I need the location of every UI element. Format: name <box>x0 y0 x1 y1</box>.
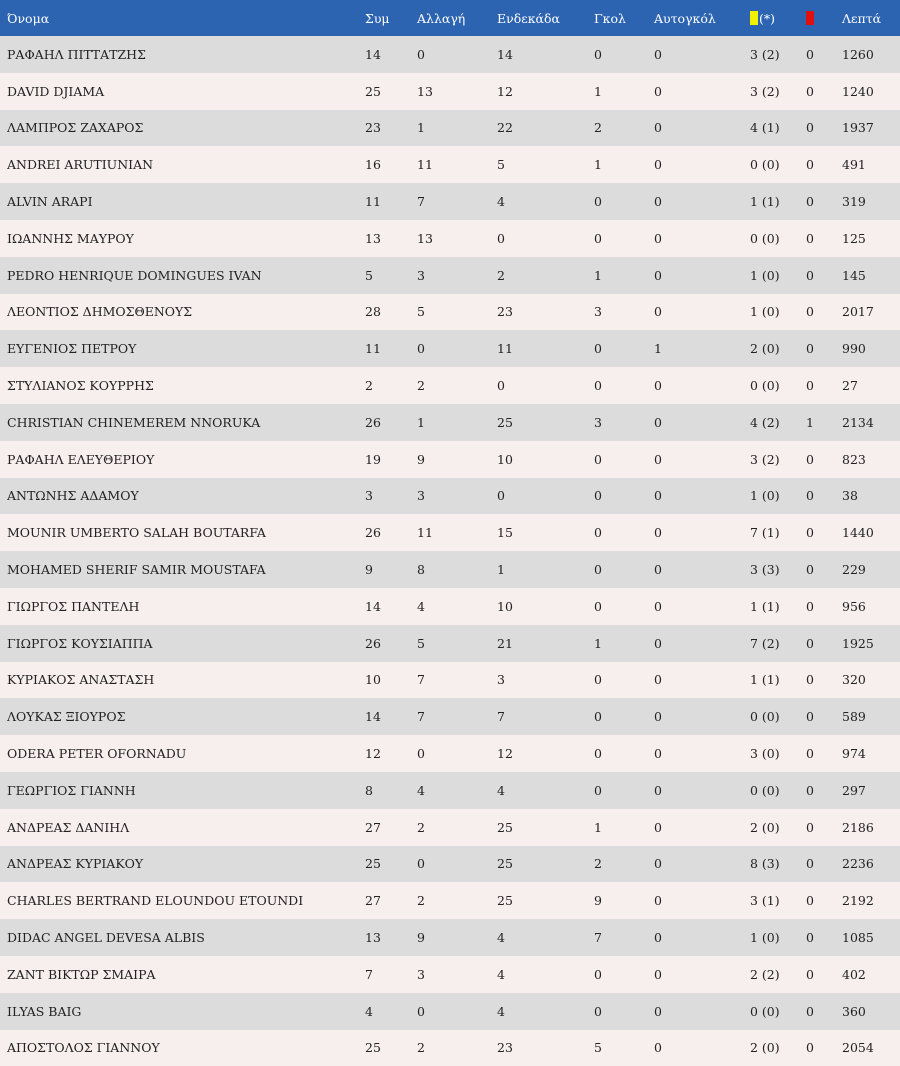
appearances: 14 <box>365 709 381 725</box>
minutes-played: 2236 <box>842 856 874 872</box>
yellow-cards: 2 (0) <box>750 819 780 835</box>
goals: 0 <box>594 598 602 614</box>
appearances: 11 <box>365 194 381 210</box>
goals: 2 <box>594 120 602 136</box>
goals: 0 <box>594 782 602 798</box>
red-cards: 0 <box>806 378 814 394</box>
table-row <box>0 441 900 478</box>
own-goals: 0 <box>654 1040 662 1056</box>
table-row <box>0 220 900 257</box>
appearances: 5 <box>365 267 373 283</box>
red-cards: 0 <box>806 341 814 357</box>
own-goals: 0 <box>654 819 662 835</box>
yellow-cards: 8 (3) <box>750 856 780 872</box>
goals: 0 <box>594 525 602 541</box>
player-name[interactable]: ΣΤΥΛΙΑΝΟΣ ΚΟΥΡΡΗΣ <box>7 378 154 394</box>
player-name[interactable]: ΑΝΤΩΝΗΣ ΑΔΑΜΟΥ <box>7 488 139 504</box>
table-row <box>0 478 900 515</box>
table-row <box>0 772 900 809</box>
starting-appearances: 22 <box>497 120 513 136</box>
substitute-appearances: 0 <box>417 856 425 872</box>
starting-appearances: 15 <box>497 525 513 541</box>
starting-appearances: 25 <box>497 893 513 909</box>
minutes-played: 27 <box>842 378 858 394</box>
own-goals: 0 <box>654 746 662 762</box>
yellow-cards: 3 (1) <box>750 893 780 909</box>
substitute-appearances: 7 <box>417 194 425 210</box>
appearances: 25 <box>365 856 381 872</box>
substitute-appearances: 0 <box>417 1003 425 1019</box>
table-row <box>0 919 900 956</box>
substitute-appearances: 5 <box>417 635 425 651</box>
minutes-played: 1260 <box>842 46 874 62</box>
goals: 3 <box>594 304 602 320</box>
table-row <box>0 1030 900 1066</box>
minutes-played: 2054 <box>842 1040 874 1056</box>
yellow-cards-label: (*) <box>759 10 776 26</box>
minutes-played: 491 <box>842 157 866 173</box>
yellow-cards: 4 (1) <box>750 120 780 136</box>
own-goals: 1 <box>654 341 662 357</box>
table-row <box>0 625 900 662</box>
table-row <box>0 404 900 441</box>
starting-appearances: 3 <box>497 672 505 688</box>
player-name[interactable]: ΓΙΩΡΓΟΣ ΚΟΥΣΙΑΠΠΑ <box>7 635 153 651</box>
starting-appearances: 25 <box>497 414 513 430</box>
substitute-appearances: 0 <box>417 746 425 762</box>
own-goals: 0 <box>654 414 662 430</box>
col-header-name[interactable]: Όνομα <box>7 10 50 26</box>
yellow-cards: 0 (0) <box>750 709 780 725</box>
minutes-played: 402 <box>842 966 866 982</box>
appearances: 13 <box>365 930 381 946</box>
table-row <box>0 514 900 551</box>
red-cards: 0 <box>806 672 814 688</box>
substitute-appearances: 0 <box>417 46 425 62</box>
table-row <box>0 882 900 919</box>
substitute-appearances: 0 <box>417 341 425 357</box>
table-row <box>0 183 900 220</box>
yellow-cards: 1 (1) <box>750 598 780 614</box>
substitute-appearances: 11 <box>417 525 433 541</box>
goals: 1 <box>594 157 602 173</box>
yellow-cards: 7 (2) <box>750 635 780 651</box>
col-header-own-goals[interactable]: Αυτογκόλ <box>654 10 716 26</box>
minutes-played: 145 <box>842 267 866 283</box>
appearances: 26 <box>365 525 381 541</box>
goals: 1 <box>594 267 602 283</box>
player-name[interactable]: CHRISTIAN CHINEMEREM NNORUKA <box>7 414 261 430</box>
appearances: 3 <box>365 488 373 504</box>
goals: 5 <box>594 1040 602 1056</box>
goals: 0 <box>594 341 602 357</box>
own-goals: 0 <box>654 930 662 946</box>
goals: 1 <box>594 819 602 835</box>
col-header-yellow-cards[interactable] <box>750 0 806 36</box>
appearances: 9 <box>365 562 373 578</box>
appearances: 14 <box>365 46 381 62</box>
starting-appearances: 0 <box>497 378 505 394</box>
appearances: 7 <box>365 966 373 982</box>
starting-appearances: 4 <box>497 930 505 946</box>
yellow-cards: 2 (0) <box>750 341 780 357</box>
starting-appearances: 12 <box>497 83 513 99</box>
starting-appearances: 2 <box>497 267 505 283</box>
own-goals: 0 <box>654 966 662 982</box>
goals: 0 <box>594 966 602 982</box>
own-goals: 0 <box>654 709 662 725</box>
yellow-cards: 0 (0) <box>750 1003 780 1019</box>
player-name[interactable]: MOUNIR UMBERTO SALAH BOUTARFA <box>7 525 266 541</box>
goals: 0 <box>594 1003 602 1019</box>
goals: 0 <box>594 194 602 210</box>
red-card-icon <box>806 11 814 25</box>
red-cards: 0 <box>806 746 814 762</box>
table-row <box>0 735 900 772</box>
own-goals: 0 <box>654 672 662 688</box>
red-cards: 0 <box>806 709 814 725</box>
minutes-played: 297 <box>842 782 866 798</box>
minutes-played: 125 <box>842 230 866 246</box>
player-name[interactable]: ΕΥΓΕΝΙΟΣ ΠΕΤΡΟΥ <box>7 341 137 357</box>
own-goals: 0 <box>654 1003 662 1019</box>
minutes-played: 823 <box>842 451 866 467</box>
minutes-played: 38 <box>842 488 858 504</box>
appearances: 27 <box>365 819 381 835</box>
goals: 0 <box>594 378 602 394</box>
player-name[interactable]: ΑΠΟΣΤΟΛΟΣ ΓΙΑΝΝΟΥ <box>7 1040 160 1056</box>
starting-appearances: 23 <box>497 1040 513 1056</box>
col-header-red-cards[interactable] <box>806 0 842 36</box>
col-header-minutes[interactable]: Λεπτά <box>842 10 882 26</box>
red-cards: 0 <box>806 893 814 909</box>
red-cards: 0 <box>806 83 814 99</box>
table-row <box>0 588 900 625</box>
goals: 7 <box>594 930 602 946</box>
own-goals: 0 <box>654 120 662 136</box>
starting-appearances: 11 <box>497 341 513 357</box>
starting-appearances: 25 <box>497 819 513 835</box>
own-goals: 0 <box>654 46 662 62</box>
red-cards: 0 <box>806 230 814 246</box>
yellow-cards: 2 (0) <box>750 1040 780 1056</box>
player-name[interactable]: DIDAC ANGEL DEVESA ALBIS <box>7 930 205 946</box>
minutes-played: 1085 <box>842 930 874 946</box>
goals: 1 <box>594 635 602 651</box>
table-row <box>0 257 900 294</box>
col-header-goals[interactable]: Γκολ <box>594 10 626 26</box>
substitute-appearances: 9 <box>417 930 425 946</box>
appearances: 26 <box>365 635 381 651</box>
substitute-appearances: 13 <box>417 83 433 99</box>
yellow-cards: 3 (2) <box>750 451 780 467</box>
appearances: 4 <box>365 1003 373 1019</box>
substitute-appearances: 11 <box>417 157 433 173</box>
substitute-appearances: 3 <box>417 488 425 504</box>
minutes-played: 360 <box>842 1003 866 1019</box>
minutes-played: 956 <box>842 598 866 614</box>
red-cards: 0 <box>806 562 814 578</box>
yellow-cards: 1 (0) <box>750 304 780 320</box>
yellow-cards: 7 (1) <box>750 525 780 541</box>
appearances: 26 <box>365 414 381 430</box>
own-goals: 0 <box>654 856 662 872</box>
substitute-appearances: 4 <box>417 598 425 614</box>
yellow-cards: 0 (0) <box>750 782 780 798</box>
table-row <box>0 110 900 147</box>
yellow-cards: 2 (2) <box>750 966 780 982</box>
starting-appearances: 14 <box>497 46 513 62</box>
minutes-played: 2134 <box>842 414 874 430</box>
player-name[interactable]: ΛΑΜΠΡΟΣ ΖΑΧΑΡΟΣ <box>7 120 144 136</box>
goals: 0 <box>594 746 602 762</box>
col-header-subs[interactable]: Αλλαγή <box>417 10 466 26</box>
table-row <box>0 846 900 883</box>
substitute-appearances: 2 <box>417 819 425 835</box>
substitute-appearances: 1 <box>417 120 425 136</box>
own-goals: 0 <box>654 267 662 283</box>
own-goals: 0 <box>654 525 662 541</box>
starting-appearances: 21 <box>497 635 513 651</box>
own-goals: 0 <box>654 782 662 798</box>
starting-appearances: 0 <box>497 488 505 504</box>
goals: 0 <box>594 672 602 688</box>
header-row <box>0 0 900 36</box>
goals: 0 <box>594 230 602 246</box>
starting-appearances: 12 <box>497 746 513 762</box>
starting-appearances: 4 <box>497 966 505 982</box>
minutes-played: 319 <box>842 194 866 210</box>
table-row <box>0 73 900 110</box>
red-cards: 1 <box>806 414 814 430</box>
substitute-appearances: 5 <box>417 304 425 320</box>
table-row <box>0 330 900 367</box>
starting-appearances: 25 <box>497 856 513 872</box>
substitute-appearances: 13 <box>417 230 433 246</box>
minutes-played: 2192 <box>842 893 874 909</box>
table-row <box>0 367 900 404</box>
starting-appearances: 23 <box>497 304 513 320</box>
substitute-appearances: 2 <box>417 378 425 394</box>
own-goals: 0 <box>654 562 662 578</box>
yellow-cards: 0 (0) <box>750 230 780 246</box>
player-name[interactable]: ΑΝΔΡΕΑΣ ΚΥΡΙΑΚΟΥ <box>7 856 144 872</box>
red-cards: 0 <box>806 267 814 283</box>
substitute-appearances: 3 <box>417 267 425 283</box>
red-cards: 0 <box>806 120 814 136</box>
own-goals: 0 <box>654 83 662 99</box>
player-name[interactable]: ΑΝΔΡΕΑΣ ΔΑΝΙΗΛ <box>7 819 130 835</box>
yellow-cards: 4 (2) <box>750 414 780 430</box>
own-goals: 0 <box>654 893 662 909</box>
player-name[interactable]: ΓΕΩΡΓΙΟΣ ΓΙΑΝΝΗ <box>7 782 136 798</box>
red-cards: 0 <box>806 304 814 320</box>
own-goals: 0 <box>654 157 662 173</box>
yellow-cards: 3 (2) <box>750 46 780 62</box>
appearances: 25 <box>365 1040 381 1056</box>
yellow-cards: 0 (0) <box>750 378 780 394</box>
starting-appearances: 5 <box>497 157 505 173</box>
col-header-apps[interactable]: Συμ <box>365 10 390 26</box>
minutes-played: 2017 <box>842 304 874 320</box>
own-goals: 0 <box>654 194 662 210</box>
table-row <box>0 662 900 699</box>
red-cards: 0 <box>806 157 814 173</box>
own-goals: 0 <box>654 598 662 614</box>
table-row <box>0 146 900 183</box>
player-name[interactable]: ODERA PETER OFORNADU <box>7 746 187 762</box>
goals: 3 <box>594 414 602 430</box>
substitute-appearances: 9 <box>417 451 425 467</box>
table-header <box>0 0 900 36</box>
substitute-appearances: 2 <box>417 1040 425 1056</box>
red-cards: 0 <box>806 1003 814 1019</box>
own-goals: 0 <box>654 488 662 504</box>
table-row <box>0 698 900 735</box>
minutes-played: 990 <box>842 341 866 357</box>
appearances: 27 <box>365 893 381 909</box>
goals: 2 <box>594 856 602 872</box>
player-name[interactable]: ΖΑΝΤ ΒΙΚΤΩΡ ΣΜΑΙΡΑ <box>7 966 156 982</box>
player-name[interactable]: MOHAMED SHERIF SAMIR MOUSTAFA <box>7 562 266 578</box>
substitute-appearances: 8 <box>417 562 425 578</box>
starting-appearances: 4 <box>497 1003 505 1019</box>
yellow-cards: 1 (0) <box>750 267 780 283</box>
minutes-played: 974 <box>842 746 866 762</box>
table-row <box>0 551 900 588</box>
red-cards: 0 <box>806 598 814 614</box>
minutes-played: 1937 <box>842 120 874 136</box>
appearances: 28 <box>365 304 381 320</box>
player-name[interactable]: ILYAS BAIG <box>7 1003 82 1019</box>
table-row <box>0 956 900 993</box>
substitute-appearances: 7 <box>417 672 425 688</box>
own-goals: 0 <box>654 230 662 246</box>
yellow-cards: 1 (0) <box>750 488 780 504</box>
red-cards: 0 <box>806 966 814 982</box>
minutes-played: 1240 <box>842 83 874 99</box>
starting-appearances: 4 <box>497 782 505 798</box>
goals: 0 <box>594 451 602 467</box>
red-cards: 0 <box>806 1040 814 1056</box>
minutes-played: 320 <box>842 672 866 688</box>
yellow-cards: 1 (0) <box>750 930 780 946</box>
own-goals: 0 <box>654 451 662 467</box>
red-cards: 0 <box>806 488 814 504</box>
player-name[interactable]: ΛΕΟΝΤΙΟΣ ΔΗΜΟΣΘΕΝΟΥΣ <box>7 304 193 320</box>
player-name[interactable]: ΚΥΡΙΑΚΟΣ ΑΝΑΣΤΑΣΗ <box>7 672 155 688</box>
goals: 0 <box>594 488 602 504</box>
table-row <box>0 294 900 331</box>
yellow-cards: 3 (3) <box>750 562 780 578</box>
player-name[interactable]: ANDREI ARUTIUNIAN <box>7 157 154 173</box>
table-row <box>0 993 900 1030</box>
player-name[interactable]: ALVIN ARAPI <box>7 194 93 210</box>
table-body <box>0 36 900 1066</box>
substitute-appearances: 3 <box>417 966 425 982</box>
appearances: 25 <box>365 83 381 99</box>
own-goals: 0 <box>654 635 662 651</box>
goals: 0 <box>594 46 602 62</box>
own-goals: 0 <box>654 304 662 320</box>
red-cards: 0 <box>806 194 814 210</box>
starting-appearances: 10 <box>497 598 513 614</box>
appearances: 13 <box>365 230 381 246</box>
starting-appearances: 1 <box>497 562 505 578</box>
red-cards: 0 <box>806 856 814 872</box>
appearances: 14 <box>365 598 381 614</box>
player-name[interactable]: ΙΩΑΝΝΗΣ ΜΑΥΡΟΥ <box>7 230 134 246</box>
goals: 0 <box>594 562 602 578</box>
player-name[interactable]: PEDRO HENRIQUE DOMINGUES IVAN <box>7 267 262 283</box>
red-cards: 0 <box>806 451 814 467</box>
starting-appearances: 4 <box>497 194 505 210</box>
player-name[interactable]: CHARLES BERTRAND ELOUNDOU ETOUNDI <box>7 893 304 909</box>
red-cards: 0 <box>806 930 814 946</box>
appearances: 2 <box>365 378 373 394</box>
goals: 0 <box>594 709 602 725</box>
goals: 1 <box>594 83 602 99</box>
goals: 9 <box>594 893 602 909</box>
yellow-cards: 3 (2) <box>750 83 780 99</box>
minutes-played: 229 <box>842 562 866 578</box>
table-row <box>0 36 900 73</box>
col-header-starts[interactable]: Ενδεκάδα <box>497 10 560 26</box>
red-cards: 0 <box>806 46 814 62</box>
yellow-cards: 1 (1) <box>750 672 780 688</box>
minutes-played: 2186 <box>842 819 874 835</box>
starting-appearances: 7 <box>497 709 505 725</box>
appearances: 10 <box>365 672 381 688</box>
minutes-played: 1440 <box>842 525 874 541</box>
yellow-cards: 1 (1) <box>750 194 780 210</box>
appearances: 16 <box>365 157 381 173</box>
substitute-appearances: 7 <box>417 709 425 725</box>
red-cards: 0 <box>806 819 814 835</box>
yellow-cards: 0 (0) <box>750 157 780 173</box>
appearances: 12 <box>365 746 381 762</box>
yellow-cards: 3 (0) <box>750 746 780 762</box>
player-name[interactable]: ΓΙΩΡΓΟΣ ΠΑΝΤΕΛΗ <box>7 598 140 614</box>
minutes-played: 589 <box>842 709 866 725</box>
appearances: 23 <box>365 120 381 136</box>
substitute-appearances: 1 <box>417 414 425 430</box>
minutes-played: 1925 <box>842 635 874 651</box>
red-cards: 0 <box>806 525 814 541</box>
appearances: 8 <box>365 782 373 798</box>
starting-appearances: 0 <box>497 230 505 246</box>
red-cards: 0 <box>806 635 814 651</box>
substitute-appearances: 2 <box>417 893 425 909</box>
appearances: 19 <box>365 451 381 467</box>
own-goals: 0 <box>654 378 662 394</box>
table-row <box>0 809 900 846</box>
red-cards: 0 <box>806 782 814 798</box>
player-name[interactable]: ΡΑΦΑΗΛ ΠΙΤΤΑΤΖΗΣ <box>7 46 146 62</box>
yellow-card-icon <box>750 11 758 25</box>
player-name[interactable]: ΡΑΦΑΗΛ ΕΛΕΥΘΕΡΙΟΥ <box>7 451 155 467</box>
substitute-appearances: 4 <box>417 782 425 798</box>
player-name[interactable]: DAVID DJIAMA <box>7 83 105 99</box>
player-name[interactable]: ΛΟΥΚΑΣ ΞΙΟΥΡΟΣ <box>7 709 126 725</box>
starting-appearances: 10 <box>497 451 513 467</box>
appearances: 11 <box>365 341 381 357</box>
